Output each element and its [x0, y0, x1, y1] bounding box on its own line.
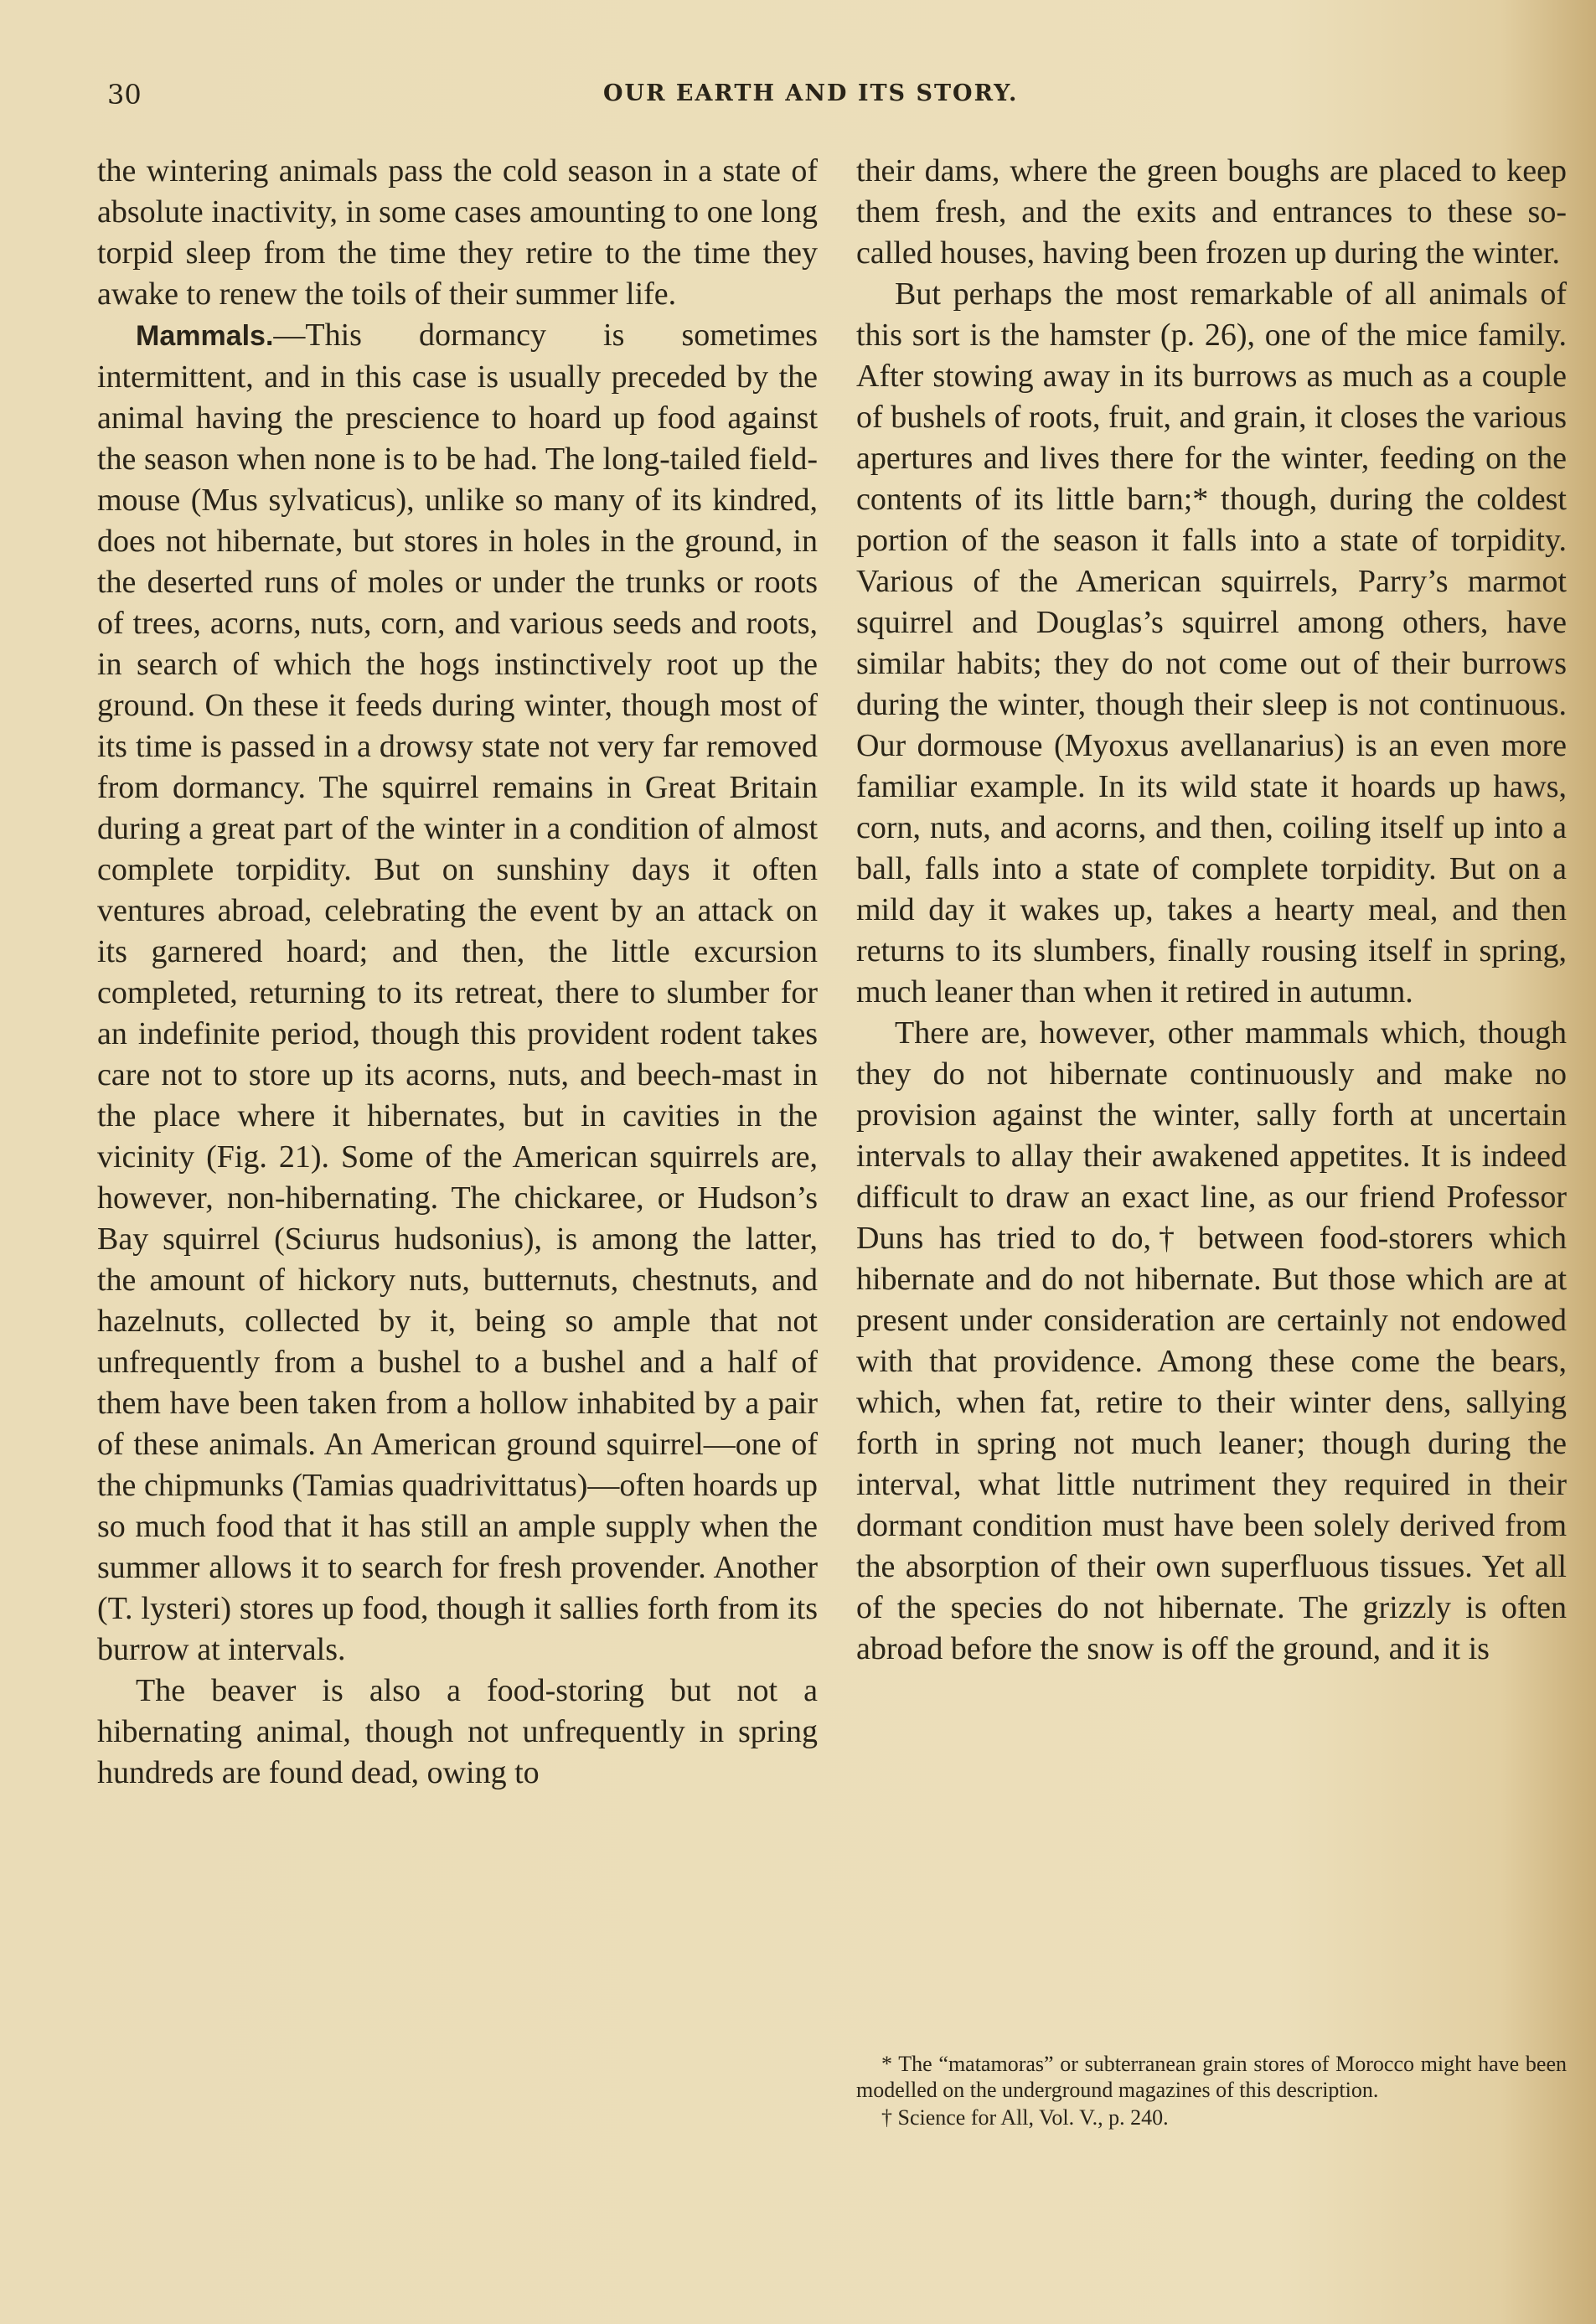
footnotes — [856, 2051, 1567, 2132]
paragraph: The beaver is also a food-storing but not a hibernating animal, though not unfrequently in spring hundreds are found dead, owing to — [97, 1673, 818, 1790]
paragraph-text: —This dormancy is sometimes intermittent, and in this case is usually preceded by the animal having the prescience to hoard up food against the season when none is to be had. The long-tailed field-mouse (Mus sylvaticus), unlike so many of its kindred, does not hibernate, but stores in holes in the ground, in the deserted runs of moles or under the trunks or roots of trees, acorns, nuts, corn, and various seeds and roots, in search of which the hogs instinctively root up the ground. On these it feeds during winter, though most of its time is passed in a drowsy state not very far removed from dormancy. The squirrel remains in Great Britain during a great part of the winter in a condition of almost complete torpidity. But on sunshiny days it often ventures abroad, celebrating the event by an attack on its garnered hoard; and then, the little excursion completed, returning to its retreat, there to slumber for an indefinite period, though this provident rodent takes care not to store up its acorns, nuts, and beech-mast in the place where it hibernates, but in cavities in the vicinity (Fig. 21). Some of the American squirrels are, however, non-hibernating. The chickaree, or Hudson’s Bay squirrel (Sciurus hudsonius), is among the latter, the amount of hickory nuts, butternuts, chestnuts, and hazelnuts, collected by it, being so ample that not unfrequently from a bushel to a bushel and a half of them have been taken from a hollow inhabited by a pair of these animals. An American ground squirrel—one of the chipmunks (Tamias quadrivittatus)—often hoards up so much food that it has still an ample supply when the summer allows it to search for fresh provender. Another (T. lysteri) stores up food, though it sallies forth from its burrow at intervals. — [97, 318, 818, 1667]
paragraph: But perhaps the most remarkable of all animals of this sort is the hamster (p. 26), one of the mice family. After stowing away in its burrows as much as a couple of bushels of roots, fruit, and grain, it closes the various apertures and lives there for the winter, feeding on the contents of its little barn;* though, during the coldest portion of the season it falls into a state of torpidity. Various of the American squirrels, Parry’s marmot squirrel and Douglas’s squirrel among others, have similar habits; they do not come out of their burrows during the winter, though their sleep is not continuous. Our dormouse (Myoxus avellanarius) is an even more familiar example. In its wild state it hoards up haws, corn, nuts, and acorns, and then, coiling itself up into a ball, falls into a state of complete torpidity. But on a mild day it wakes up, takes a hearty meal, and then returns to its slumbers, finally rousing itself in spring, much leaner than when it retired in autumn. — [856, 276, 1567, 1010]
paragraph: the wintering animals pass the cold season in a state of absolute inactivity, in some cases amounting to one long torpid sleep from the time they retire to the time they awake to renew the toils of their summer life. — [97, 153, 818, 312]
footnote: * The “matamoras” or subterranean grain stores of Morocco might have been modelled on the underground magazines of this description. — [856, 2052, 1567, 2102]
page-number: 30 — [107, 79, 142, 111]
paragraph: their dams, where the green boughs are placed to keep them fresh, and the exits and entrances to these so-called houses, having been frozen up during the winter. — [856, 153, 1567, 271]
running-title: OUR EARTH AND ITS STORY. — [603, 80, 1019, 106]
right-column — [856, 151, 1567, 1670]
left-column — [97, 151, 818, 1794]
section-heading: Mammals. — [136, 320, 274, 352]
paragraph — [97, 315, 818, 1671]
footnote: † Science for All, Vol. V., p. 240. — [881, 2105, 1169, 2130]
paragraph: There are, however, other mammals which, though they do not hibernate continuously and make no provision against the winter, sally forth at uncertain intervals to allay their awakened appetites. It is indeed difficult to draw an exact line, as our friend Professor Duns has tried to do,† between food-storers which hibernate and do not hibernate. But those which are at present under consideration are certainly not endowed with that providence. Among these come the bears, which, when fat, retire to their winter dens, sallying forth in spring not much leaner; though during the interval, what little nutriment they required in their dormant condition must have been solely derived from the absorption of their own superfluous tissues. Yet all of the species do not hibernate. The grizzly is often abroad before the snow is off the ground, and it is — [856, 1015, 1567, 1666]
